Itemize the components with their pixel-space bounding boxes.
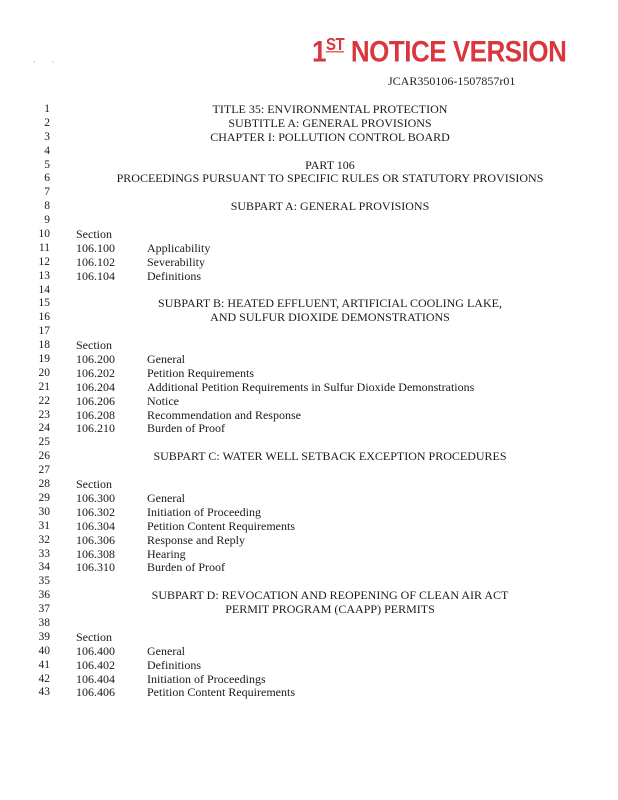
document-line [0,145,618,159]
section-number: 106.200 [76,352,115,367]
section-number: 106.304 [76,518,115,533]
section-title: Initiation of Proceedings [147,671,266,686]
section-title: General [147,352,185,367]
line-number: 39 [38,630,50,643]
line-number: 15 [38,297,50,310]
heading-text: SUBTITLE A: GENERAL PROVISIONS [228,115,432,130]
document-line [0,381,618,395]
line-number: 41 [38,658,50,671]
document-line [0,478,618,492]
document-line [0,214,618,228]
section-number: Section [76,227,112,242]
document-line [0,673,618,687]
document-line [0,617,618,631]
line-number: 30 [38,505,50,518]
section-title: Notice [147,393,179,408]
document-line [0,561,618,575]
section-title: Initiation of Proceeding [147,504,261,519]
section-title: Petition Requirements [147,365,254,380]
line-number: 38 [38,616,50,629]
line-number: 40 [38,644,50,657]
section-number: Section [76,629,112,644]
document-line [0,548,618,562]
document-line [0,464,618,478]
line-number: 11 [38,241,50,254]
section-number: 106.310 [76,560,115,575]
document-line [0,200,618,214]
line-number: 42 [38,672,50,685]
line-number: 5 [44,158,50,171]
document-line [0,686,618,700]
section-title: Burden of Proof [147,421,225,436]
section-title: Applicability [147,240,211,255]
heading-text: PART 106 [305,157,355,172]
scan-specks: · · [33,58,55,67]
heading-text: SUBPART B: HEATED EFFLUENT, ARTIFICIAL COOLING LAKE, [158,296,502,311]
document-line [0,228,618,242]
section-number: 106.406 [76,685,115,700]
document-line [0,395,618,409]
document-line [0,575,618,589]
line-number: 2 [44,116,50,129]
line-number: 3 [44,130,50,143]
document-line [0,367,618,381]
line-number: 24 [38,422,50,435]
section-title: Petition Content Requirements [147,518,295,533]
section-title: Burden of Proof [147,560,225,575]
document-line [0,422,618,436]
document-line [0,436,618,450]
line-number: 21 [38,380,50,393]
line-number: 8 [44,200,50,213]
line-number: 36 [38,589,50,602]
line-number: 9 [44,214,50,227]
notice-version-stamp [312,34,566,70]
line-number: 43 [38,686,50,699]
line-number: 33 [38,547,50,560]
document-line [0,297,618,311]
section-number: 106.102 [76,254,115,269]
heading-text: PROCEEDINGS PURSUANT TO SPECIFIC RULES OR STATUTORY PROVISIONS [116,171,544,186]
line-number: 13 [38,269,50,282]
document-line [0,339,618,353]
document-line [0,256,618,270]
numbered-lines [0,103,618,700]
section-number: 106.100 [76,240,115,255]
stamp-prefix: 1 [312,34,326,69]
section-title: Severability [147,254,205,269]
line-number: 26 [38,450,50,463]
section-number: 106.208 [76,407,115,422]
line-number: 6 [44,172,50,185]
document-line [0,506,618,520]
heading-text: SUBPART D: REVOCATION AND REOPENING OF CLEAN AIR ACT [151,588,509,603]
section-number: 106.308 [76,546,115,561]
document-line [0,186,618,200]
section-number: 106.204 [76,379,115,394]
section-number: Section [76,338,112,353]
stamp-text: NOTICE VERSION [350,34,567,69]
section-title: Petition Content Requirements [147,685,295,700]
line-number: 22 [38,394,50,407]
section-number: 106.104 [76,268,115,283]
line-number: 10 [38,228,50,241]
line-number: 25 [38,436,50,449]
section-title: Recommendation and Response [147,407,301,422]
line-number: 23 [38,408,50,421]
line-number: 4 [44,144,50,157]
document-line [0,631,618,645]
document-line [0,409,618,423]
section-title: Definitions [147,657,201,672]
heading-text: SUBPART A: GENERAL PROVISIONS [230,199,430,214]
line-number: 35 [38,575,50,588]
section-number: 106.402 [76,657,115,672]
line-number: 29 [38,491,50,504]
heading-text: TITLE 35: ENVIRONMENTAL PROTECTION [212,102,448,116]
document-line [0,311,618,325]
section-title: Definitions [147,268,201,283]
section-number: 106.202 [76,365,115,380]
line-number: 18 [38,339,50,352]
section-title: Response and Reply [147,532,245,547]
document-line [0,645,618,659]
line-number: 14 [38,283,50,296]
section-number: 106.206 [76,393,115,408]
document-line [0,450,618,464]
line-number: 27 [38,464,50,477]
section-title: General [147,643,185,658]
line-number: 1 [44,103,50,115]
document-line [0,117,618,131]
stamp-superscript: ST [325,35,345,55]
document-line [0,284,618,298]
line-number: 16 [38,311,50,324]
section-number: 106.306 [76,532,115,547]
section-number: 106.404 [76,671,115,686]
document-line [0,325,618,339]
line-number: 31 [38,519,50,532]
document-line [0,172,618,186]
document-id: JCAR350106-1507857r01 [388,74,516,88]
document-line [0,353,618,367]
document-line [0,131,618,145]
document-line [0,589,618,603]
section-number: 106.302 [76,504,115,519]
line-number: 32 [38,533,50,546]
section-number: 106.210 [76,421,115,436]
section-title: Additional Petition Requirements in Sulfur Dioxide Demonstrations [147,379,475,394]
line-number: 34 [38,561,50,574]
heading-text: CHAPTER I: POLLUTION CONTROL BOARD [210,129,450,144]
document-line [0,270,618,284]
document-line [0,603,618,617]
line-number: 12 [38,255,50,268]
section-title: General [147,490,185,505]
line-number: 17 [38,325,50,338]
document-line [0,103,618,117]
heading-text: SUBPART C: WATER WELL SETBACK EXCEPTION PROCEDURES [153,449,507,464]
line-number: 28 [38,478,50,491]
heading-text: PERMIT PROGRAM (CAAPP) PERMITS [225,602,435,617]
line-number: 7 [44,186,50,199]
document-line [0,659,618,673]
line-number: 37 [38,603,50,616]
document-line [0,242,618,256]
line-number: 19 [38,353,50,366]
line-number: 20 [38,366,50,379]
section-number: Section [76,477,112,492]
document-line [0,492,618,506]
section-number: 106.300 [76,490,115,505]
heading-text: AND SULFUR DIOXIDE DEMONSTRATIONS [210,310,450,325]
document-line [0,159,618,173]
section-number: 106.400 [76,643,115,658]
document-line [0,534,618,548]
document-line [0,520,618,534]
section-title: Hearing [147,546,186,561]
